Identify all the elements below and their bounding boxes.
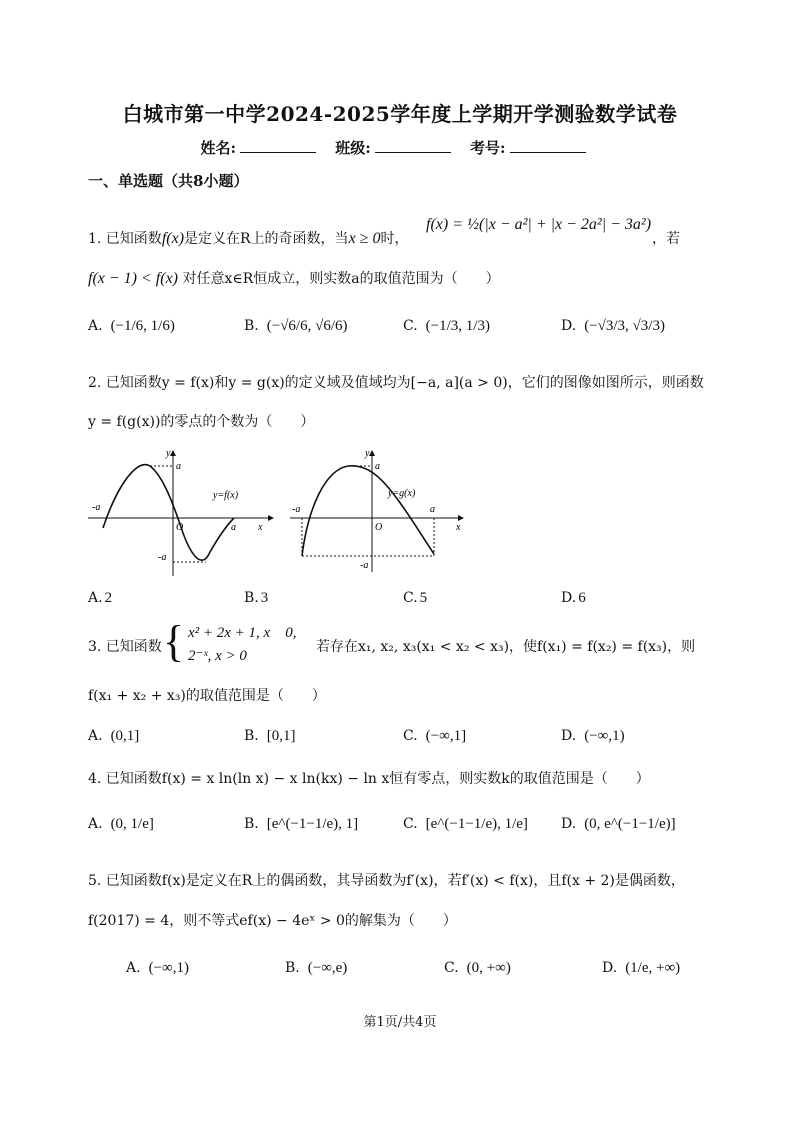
q3-option-a[interactable]: A. (0,1] (88, 728, 140, 744)
g-x-arrow (458, 515, 464, 521)
f-x-label: x (258, 522, 263, 533)
question-3-lead: 3. 已知函数 (88, 639, 162, 655)
f-curve-label: y=f(x) (213, 490, 239, 501)
q2-option-b[interactable]: B. 3 (244, 590, 269, 606)
q1-option-c[interactable]: C. (−1/3, 1/3) (403, 318, 490, 334)
f-y-label: y (166, 448, 171, 459)
exam-title: 白城市第一中学2024-2025学年度上学期开学测验数学试卷 (122, 102, 678, 126)
f-neg-a-left: -a (92, 502, 101, 513)
q1-option-d[interactable]: D. (−√3/3, √3/3) (561, 318, 665, 334)
g-y-arrow (369, 450, 375, 456)
class-label: 班级: (335, 139, 371, 157)
question-2-line-2: y = f(g(x))的零点的个数为（ ） (88, 414, 315, 430)
q4-option-c[interactable]: C. [e^(−1−1/e), 1/e] (403, 816, 528, 832)
question-4-line-1: 4. 已知函数f(x) = x ln(ln x) − x ln(kx) − ln x恒有零点，则实数k的取值范围是（ ） (88, 771, 650, 787)
q4-option-a[interactable]: A. (0, 1/e] (88, 816, 154, 832)
f-y-arrow (170, 450, 176, 456)
f-x-arrow (268, 515, 274, 521)
question-1-tail: ，若 (652, 231, 680, 247)
page-footer: 第1页/共4页 (363, 1015, 437, 1030)
f-neg-a-bottom: -a (158, 552, 167, 563)
q4-option-d[interactable]: D. (0, e^(−1−1/e)] (561, 816, 676, 832)
piecewise-top: x² + 2x + 1, x 0, (188, 625, 297, 641)
g-curve (302, 466, 434, 556)
section-title: 一、单选题（共8小题） (88, 172, 249, 190)
f-a-top: a (176, 461, 181, 472)
id-blank[interactable] (510, 138, 586, 153)
question-1-line-2: f(x − 1) < f(x) 对任意x∈R恒成立，则实数a的取值范围为（ ） (88, 270, 500, 287)
q5-option-d[interactable]: D. (1/e, +∞) (602, 960, 681, 976)
q3-option-c[interactable]: C. (−∞,1] (403, 728, 467, 744)
name-label: 姓名: (200, 139, 236, 157)
f-a-right: a (231, 522, 236, 533)
q1-option-a[interactable]: A. (−1/6, 1/6) (88, 318, 175, 334)
q3-option-b[interactable]: B. [0,1] (244, 728, 296, 744)
name-blank[interactable] (240, 138, 316, 153)
f-curve (103, 465, 234, 561)
question-5-line-1: 5. 已知函数f(x)是定义在R上的偶函数，其导函数为f′(x)，若f′(x) < f(x)，且f(x + 2)是偶函数， (88, 873, 685, 889)
question-2-line-1: 2. 已知函数y = f(x)和y = g(x)的定义域及值域均为[−a, a](a > 0)，它们的图像如图所示，则函数 (88, 375, 704, 391)
q5-option-c[interactable]: C. (0, +∞) (444, 960, 511, 976)
g-x-label: x (456, 522, 461, 533)
q1-option-b[interactable]: B. (−√6/6, √6/6) (244, 318, 348, 334)
student-info-row (0, 137, 800, 158)
piecewise-bottom: 2⁻ˣ, x > 0 (188, 648, 247, 664)
g-neg-a-bottom: -a (360, 560, 369, 571)
g-curve-label: y=g(x) (388, 488, 416, 499)
q2-option-c[interactable]: C. 5 (403, 590, 428, 606)
f-origin: O (176, 522, 184, 533)
class-blank[interactable] (375, 138, 451, 153)
q2-option-d[interactable]: D. 6 (561, 590, 586, 606)
g-origin: O (375, 522, 383, 533)
question-1-line-1: 1. 已知函数f(x)是定义在R上的奇函数，当x ≥ 0时， (88, 230, 409, 247)
question-1-formula: f(x) = ½(|x − a²| + |x − 2a²| − 3a²) (426, 216, 652, 233)
id-label: 考号: (470, 139, 506, 157)
g-y-label: y (365, 448, 370, 459)
g-neg-a-left: -a (292, 504, 301, 515)
q5-option-a[interactable]: A. (−∞,1) (126, 960, 189, 976)
question-3-line-1: 若存在x₁, x₂, x₃(x₁ < x₂ < x₃)，使f(x₁) = f(x₂) = f(x₃)，则 (316, 639, 696, 655)
question-5-line-2: f(2017) = 4，则不等式ef(x) − 4eˣ > 0的解集为（ ） (88, 913, 457, 929)
g-a-top: a (375, 461, 380, 472)
graph-f (88, 448, 278, 578)
question-3-line-2: f(x₁ + x₂ + x₃)的取值范围是（ ） (88, 688, 326, 704)
graph-g (290, 448, 470, 578)
q5-option-b[interactable]: B. (−∞,e) (285, 960, 348, 976)
q4-option-b[interactable]: B. [e^(−1−1/e), 1] (244, 816, 359, 832)
g-a-right: a (430, 504, 435, 515)
piecewise-brace: { (163, 617, 185, 666)
q3-option-d[interactable]: D. (−∞,1) (561, 728, 625, 744)
q2-option-a[interactable]: A. 2 (88, 590, 113, 606)
